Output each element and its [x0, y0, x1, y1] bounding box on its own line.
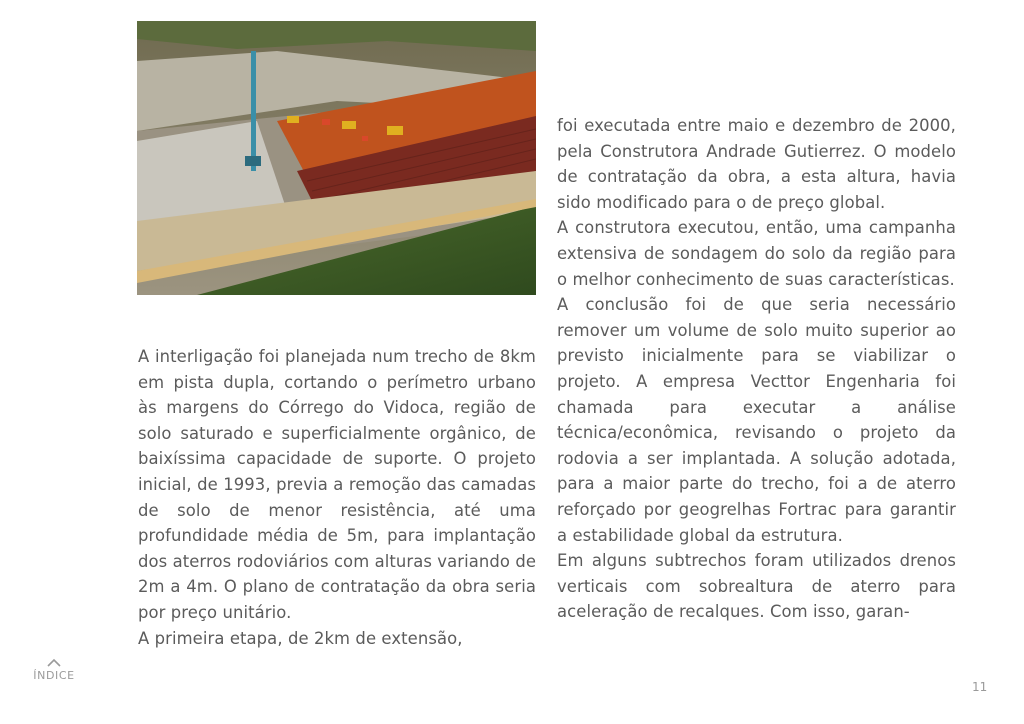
paragraph: A primeira etapa, de 2km de extensão, [138, 628, 463, 648]
paragraph: foi executada entre maio e dezembro de 2000, pela Construtora Andrade Gutierrez. O modelo de contratação da obra, a esta altura, havia sido modificado para o de preço global. [557, 116, 956, 212]
aerial-construction-photo [137, 21, 536, 295]
index-nav-button[interactable] [30, 658, 78, 682]
paragraph: A interligação foi planejada num trecho de 8km em pista dupla, cortando o perímetro urbano às margens do Córrego do Vidoca, região de solo saturado e superficialmente orgânico, de baixíssima capacidade de suporte. O projeto inicial, de 1993, previa a remoção das camadas de solo de menor resistência, até uma profundidade média de 5m, para implantação dos aterros rodoviários com alturas variando de 2m a 4m. O plano de contratação da obra seria por preço unitário. [138, 347, 537, 622]
right-text-column [557, 113, 956, 625]
index-label: ÍNDICE [33, 669, 75, 682]
construction-site-image [137, 21, 536, 295]
paragraph: A construtora executou, então, uma campanha extensiva de sondagem do solo da região para o melhor conhecimento de suas características. [557, 218, 956, 289]
chevron-up-icon [46, 658, 62, 668]
page-number: 11 [972, 680, 988, 694]
left-text-column [138, 344, 536, 651]
paragraph: Em alguns subtrechos foram utilizados drenos verticais com sobrealtura de aterro para aceleração de recalques. Com isso, garan- [557, 551, 956, 622]
paragraph: A conclusão foi de que seria necessário remover um volume de solo muito superior ao previsto inicialmente para se viabilizar o projeto. A empresa Vecttor Engenharia foi chamada para executar a análise técnica/econômica, revisando o projeto da rodovia a ser implantada. A solução adotada, para a maior parte do trecho, foi a de aterro reforçado por geogrelhas Fortrac para garantir a estabilidade global da estrutura. [557, 295, 956, 545]
